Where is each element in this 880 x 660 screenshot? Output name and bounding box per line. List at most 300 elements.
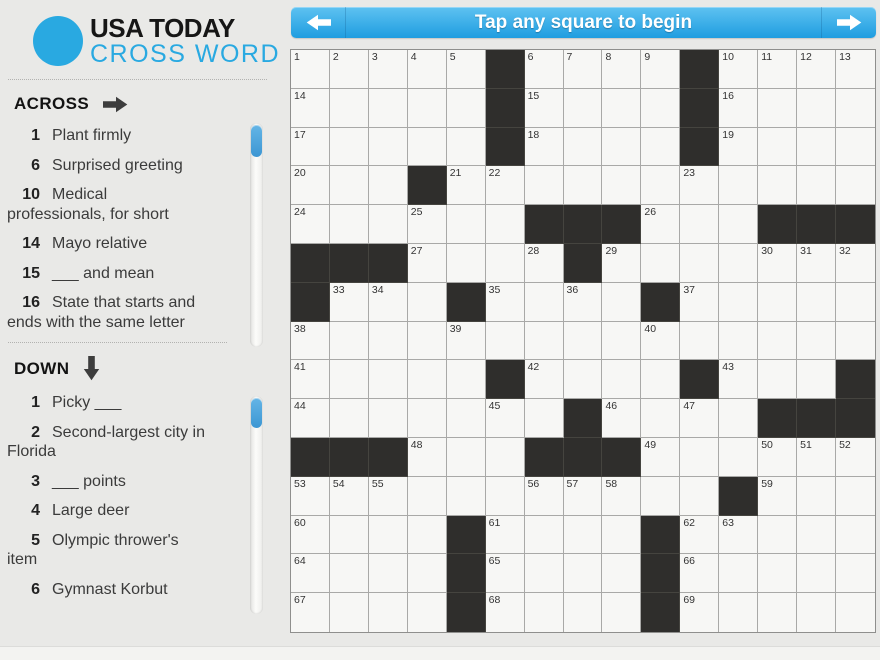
- logo-circle-icon: [33, 16, 83, 66]
- grid-cell[interactable]: [758, 283, 797, 322]
- grid-cell[interactable]: [797, 166, 836, 205]
- grid-cell[interactable]: [797, 89, 836, 128]
- grid-cell[interactable]: [719, 283, 758, 322]
- cell-number: 28: [527, 244, 540, 257]
- grid-cell-black: [719, 477, 758, 516]
- grid-cell[interactable]: [719, 516, 758, 555]
- grid-cell[interactable]: [564, 360, 603, 399]
- grid-cell[interactable]: [369, 283, 408, 322]
- grid-cell[interactable]: [369, 360, 408, 399]
- grid-cell-black: [564, 205, 603, 244]
- crossword-grid: [290, 49, 876, 633]
- cell-number: 13: [839, 51, 851, 63]
- cell-number: 62: [683, 516, 696, 529]
- grid-cell[interactable]: [758, 244, 797, 283]
- down-clue-4[interactable]: 4 Large deer: [7, 501, 209, 521]
- grid-cell[interactable]: [680, 477, 719, 516]
- across-clue-6[interactable]: 6 Surprised greeting: [7, 156, 209, 176]
- grid-cell[interactable]: [797, 283, 836, 322]
- grid-cell[interactable]: [641, 50, 680, 89]
- across-clue-10[interactable]: 10 Medical professionals, for short: [7, 186, 169, 223]
- cell-number: 2: [332, 51, 339, 63]
- grid-cell[interactable]: [836, 554, 875, 593]
- grid-cell[interactable]: [330, 166, 369, 205]
- cell-number: 30: [761, 244, 773, 257]
- cell-number: 14: [294, 89, 306, 102]
- grid-cell[interactable]: [291, 360, 330, 399]
- grid-cell[interactable]: [447, 205, 486, 244]
- grid-cell[interactable]: [486, 205, 525, 244]
- arrow-right-icon: [837, 14, 862, 31]
- down-clue-5[interactable]: 5 Olympic thrower's item: [7, 531, 179, 568]
- grid-cell[interactable]: [369, 50, 408, 89]
- grid-cell[interactable]: [719, 50, 758, 89]
- grid-cell[interactable]: [330, 322, 369, 361]
- grid-cell[interactable]: [525, 554, 564, 593]
- grid-cell[interactable]: [602, 593, 641, 632]
- grid-cell[interactable]: [447, 360, 486, 399]
- grid-cell[interactable]: [330, 89, 369, 128]
- grid-cell[interactable]: [447, 128, 486, 167]
- grid-cell[interactable]: [680, 244, 719, 283]
- grid-cell[interactable]: [758, 50, 797, 89]
- across-scrollbar[interactable]: [250, 123, 263, 347]
- grid-cell-black: [680, 50, 719, 89]
- next-button[interactable]: [822, 7, 876, 38]
- grid-cell[interactable]: [564, 593, 603, 632]
- grid-cell[interactable]: [680, 283, 719, 322]
- cell-number: 32: [839, 244, 851, 257]
- footer-strip: [0, 646, 880, 660]
- grid-cell-black: [680, 128, 719, 167]
- banner-message: Tap any square to begin: [345, 7, 822, 38]
- grid-cell[interactable]: [408, 205, 447, 244]
- grid-cell-black: [447, 593, 486, 632]
- cell-number: 31: [800, 244, 812, 257]
- prev-button[interactable]: [291, 7, 345, 38]
- grid-cell[interactable]: [680, 166, 719, 205]
- cell-number: 51: [800, 438, 812, 451]
- logo-text: [90, 15, 280, 67]
- grid-cell[interactable]: [447, 89, 486, 128]
- grid-cell[interactable]: [330, 593, 369, 632]
- grid-cell[interactable]: [836, 283, 875, 322]
- grid-cell[interactable]: [525, 244, 564, 283]
- grid-cell[interactable]: [525, 516, 564, 555]
- grid-cell[interactable]: [291, 554, 330, 593]
- grid-cell-black: [447, 516, 486, 555]
- grid-cell[interactable]: [486, 244, 525, 283]
- across-clue-list: [7, 126, 209, 332]
- grid-cell[interactable]: [291, 593, 330, 632]
- grid-cell[interactable]: [719, 438, 758, 477]
- grid-cell[interactable]: [486, 438, 525, 477]
- grid-cell[interactable]: [291, 205, 330, 244]
- grid-cell[interactable]: [602, 89, 641, 128]
- across-header: [14, 94, 245, 114]
- grid-cell[interactable]: [486, 166, 525, 205]
- grid-cell[interactable]: [447, 399, 486, 438]
- cell-number: 35: [488, 283, 501, 296]
- cell-number: 63: [722, 516, 734, 529]
- grid-cell[interactable]: [447, 166, 486, 205]
- cell-number: 41: [294, 361, 306, 374]
- clue-banner: [291, 7, 876, 38]
- grid-cell[interactable]: [836, 477, 875, 516]
- grid-cell[interactable]: [602, 477, 641, 516]
- cell-number: 19: [722, 128, 734, 141]
- grid-cell[interactable]: [525, 477, 564, 516]
- grid-cell[interactable]: [291, 399, 330, 438]
- clue-number: 1: [31, 394, 40, 411]
- grid-cell-black: [797, 205, 836, 244]
- grid-cell[interactable]: [564, 128, 603, 167]
- grid-cell[interactable]: [719, 205, 758, 244]
- grid-cell[interactable]: [369, 477, 408, 516]
- grid-cell-black: [486, 128, 525, 167]
- grid-cell[interactable]: [719, 128, 758, 167]
- grid-cell[interactable]: [564, 89, 603, 128]
- grid-cell[interactable]: [758, 516, 797, 555]
- cell-number: 54: [332, 477, 345, 490]
- grid-cell[interactable]: [680, 322, 719, 361]
- grid-cell[interactable]: [447, 477, 486, 516]
- grid-cell-black: [680, 89, 719, 128]
- grid-cell-black: [836, 360, 875, 399]
- grid-cell[interactable]: [408, 244, 447, 283]
- grid-cell[interactable]: [564, 516, 603, 555]
- grid-cell[interactable]: [564, 283, 603, 322]
- grid-cell[interactable]: [564, 166, 603, 205]
- grid-cell-black: [447, 554, 486, 593]
- grid-cell[interactable]: [758, 477, 797, 516]
- grid-cell[interactable]: [797, 244, 836, 283]
- grid-cell[interactable]: [836, 516, 875, 555]
- grid-cell-black: [564, 399, 603, 438]
- clue-number: 10: [22, 186, 40, 203]
- divider: [8, 342, 227, 343]
- grid-cell[interactable]: [369, 516, 408, 555]
- grid-cell[interactable]: [408, 477, 447, 516]
- grid-cell[interactable]: [291, 128, 330, 167]
- grid-cell[interactable]: [408, 399, 447, 438]
- grid-cell[interactable]: [564, 554, 603, 593]
- grid-cell[interactable]: [602, 554, 641, 593]
- across-clue-16[interactable]: 16 State that starts and ends with the same letter: [7, 294, 196, 331]
- cell-number: 27: [410, 244, 423, 257]
- grid-cell-black: [369, 438, 408, 477]
- grid-cell[interactable]: [330, 399, 369, 438]
- grid-cell[interactable]: [797, 128, 836, 167]
- grid-cell[interactable]: [797, 516, 836, 555]
- grid-cell[interactable]: [369, 205, 408, 244]
- grid-cell[interactable]: [408, 283, 447, 322]
- grid-cell[interactable]: [291, 477, 330, 516]
- cell-number: 42: [527, 361, 540, 374]
- grid-cell[interactable]: [291, 89, 330, 128]
- cell-number: 48: [410, 438, 423, 451]
- cell-number: 45: [488, 400, 501, 413]
- grid-cell-black: [564, 244, 603, 283]
- grid-cell[interactable]: [680, 399, 719, 438]
- grid-cell[interactable]: [525, 322, 564, 361]
- grid-cell-black: [369, 244, 408, 283]
- grid-cell[interactable]: [602, 50, 641, 89]
- grid-cell[interactable]: [525, 166, 564, 205]
- cell-number: 34: [371, 283, 384, 296]
- grid-cell[interactable]: [836, 438, 875, 477]
- across-clue-14[interactable]: 14 Mayo relative: [7, 234, 209, 254]
- grid-cell[interactable]: [836, 89, 875, 128]
- grid-cell[interactable]: [447, 244, 486, 283]
- grid-cell[interactable]: [758, 438, 797, 477]
- cell-number: 6: [527, 51, 534, 63]
- grid-cell[interactable]: [719, 593, 758, 632]
- down-scrollbar-thumb[interactable]: [251, 398, 262, 428]
- grid-cell[interactable]: [641, 322, 680, 361]
- grid-cell[interactable]: [525, 399, 564, 438]
- cell-number: 22: [488, 167, 501, 180]
- cell-number: 56: [527, 477, 540, 490]
- grid-cell[interactable]: [797, 477, 836, 516]
- grid-cell[interactable]: [525, 283, 564, 322]
- cell-number: 47: [683, 400, 696, 413]
- grid-cell[interactable]: [408, 516, 447, 555]
- grid-cell[interactable]: [330, 283, 369, 322]
- grid-cell-black: [447, 283, 486, 322]
- grid-cell[interactable]: [330, 128, 369, 167]
- grid-cell[interactable]: [408, 128, 447, 167]
- grid-cell[interactable]: [797, 593, 836, 632]
- grid-cell[interactable]: [369, 399, 408, 438]
- grid-cell[interactable]: [719, 89, 758, 128]
- grid-cell[interactable]: [836, 128, 875, 167]
- grid-cell-black: [330, 244, 369, 283]
- cell-number: 11: [761, 51, 773, 63]
- grid-cell[interactable]: [641, 205, 680, 244]
- clue-number: 5: [31, 531, 40, 549]
- grid-cell[interactable]: [719, 399, 758, 438]
- down-label: DOWN: [14, 358, 70, 378]
- grid-cell-black: [641, 593, 680, 632]
- grid-cell[interactable]: [564, 477, 603, 516]
- grid-cell[interactable]: [758, 593, 797, 632]
- grid-cell[interactable]: [525, 360, 564, 399]
- grid-cell-black: [758, 205, 797, 244]
- grid-cell[interactable]: [602, 128, 641, 167]
- grid-cell[interactable]: [719, 360, 758, 399]
- grid-cell[interactable]: [369, 89, 408, 128]
- clue-number: 2: [31, 423, 40, 441]
- grid-cell[interactable]: [758, 166, 797, 205]
- clue-number: 3: [31, 472, 40, 490]
- grid-cell[interactable]: [680, 205, 719, 244]
- grid-cell[interactable]: [641, 244, 680, 283]
- grid-cell[interactable]: [291, 322, 330, 361]
- grid-cell[interactable]: [525, 128, 564, 167]
- cell-number: 12: [800, 51, 812, 63]
- grid-cell[interactable]: [486, 477, 525, 516]
- grid-cell[interactable]: [641, 399, 680, 438]
- cell-number: 69: [683, 594, 696, 607]
- grid-cell[interactable]: [758, 554, 797, 593]
- grid-cell[interactable]: [486, 593, 525, 632]
- grid-cell[interactable]: [836, 166, 875, 205]
- grid-cell[interactable]: [836, 593, 875, 632]
- grid-cell[interactable]: [719, 244, 758, 283]
- cell-number: 17: [294, 128, 306, 141]
- grid-cell[interactable]: [369, 322, 408, 361]
- grid-cell[interactable]: [408, 89, 447, 128]
- cell-number: 50: [761, 438, 773, 451]
- clue-number: 15: [22, 264, 40, 282]
- grid-cell[interactable]: [291, 50, 330, 89]
- grid-cell[interactable]: [641, 438, 680, 477]
- grid-cell-black: [330, 438, 369, 477]
- grid-cell-black: [486, 360, 525, 399]
- grid-cell[interactable]: [291, 166, 330, 205]
- grid-cell[interactable]: [486, 322, 525, 361]
- cell-number: 55: [371, 477, 384, 490]
- grid-cell[interactable]: [408, 593, 447, 632]
- grid-cell[interactable]: [836, 50, 875, 89]
- grid-cell[interactable]: [408, 554, 447, 593]
- grid-cell[interactable]: [797, 360, 836, 399]
- cell-number: 29: [605, 244, 618, 257]
- cell-number: 53: [294, 477, 306, 490]
- grid-cell[interactable]: [330, 50, 369, 89]
- grid-cell[interactable]: [408, 360, 447, 399]
- grid-cell[interactable]: [797, 438, 836, 477]
- grid-cell[interactable]: [641, 166, 680, 205]
- grid-cell[interactable]: [602, 166, 641, 205]
- down-clue-1[interactable]: 1 Picky ___: [7, 393, 209, 413]
- grid-cell[interactable]: [680, 554, 719, 593]
- grid-cell[interactable]: [602, 360, 641, 399]
- grid-cell-black: [564, 438, 603, 477]
- clue-number: 4: [31, 502, 40, 519]
- grid-cell[interactable]: [680, 593, 719, 632]
- grid-cell-black: [758, 399, 797, 438]
- grid-cell[interactable]: [641, 477, 680, 516]
- grid-cell[interactable]: [330, 477, 369, 516]
- cell-number: 1: [294, 51, 300, 63]
- grid-cell[interactable]: [447, 438, 486, 477]
- grid-cell[interactable]: [602, 516, 641, 555]
- cell-number: 3: [371, 51, 378, 63]
- down-clue-3[interactable]: 3 ___ points: [7, 472, 209, 492]
- grid-cell[interactable]: [602, 283, 641, 322]
- grid-cell[interactable]: [758, 322, 797, 361]
- cell-number: 9: [644, 51, 651, 63]
- grid-cell[interactable]: [797, 322, 836, 361]
- grid-cell[interactable]: [719, 554, 758, 593]
- cell-number: 58: [605, 477, 618, 490]
- grid-cell[interactable]: [330, 205, 369, 244]
- grid-cell[interactable]: [369, 554, 408, 593]
- grid-cell[interactable]: [641, 128, 680, 167]
- grid-cell[interactable]: [797, 554, 836, 593]
- grid-cell[interactable]: [758, 360, 797, 399]
- grid-cell[interactable]: [369, 166, 408, 205]
- grid-cell[interactable]: [797, 50, 836, 89]
- grid-cell-black: [486, 50, 525, 89]
- across-clue-1[interactable]: 1 Plant firmly: [7, 126, 209, 146]
- grid-cell[interactable]: [719, 166, 758, 205]
- grid-cell[interactable]: [486, 283, 525, 322]
- grid-cell[interactable]: [758, 89, 797, 128]
- grid-cell-black: [291, 283, 330, 322]
- across-clue-15[interactable]: 15 ___ and mean: [7, 264, 209, 284]
- grid-cell[interactable]: [680, 516, 719, 555]
- cell-number: 57: [566, 477, 579, 490]
- grid-cell[interactable]: [564, 322, 603, 361]
- cell-number: 49: [644, 438, 657, 451]
- grid-cell[interactable]: [602, 322, 641, 361]
- grid-cell[interactable]: [330, 360, 369, 399]
- grid-cell[interactable]: [758, 128, 797, 167]
- grid-cell[interactable]: [408, 50, 447, 89]
- grid-cell[interactable]: [564, 50, 603, 89]
- cell-number: 67: [294, 594, 306, 607]
- grid-cell[interactable]: [525, 593, 564, 632]
- grid-cell[interactable]: [525, 50, 564, 89]
- grid-cell[interactable]: [641, 360, 680, 399]
- cell-number: 26: [644, 206, 657, 219]
- grid-cell-black: [680, 360, 719, 399]
- down-header: [14, 356, 245, 381]
- grid-cell[interactable]: [641, 89, 680, 128]
- cell-number: 59: [761, 477, 773, 490]
- down-clue-6[interactable]: 6 Gymnast Korbut: [7, 580, 209, 600]
- grid-cell[interactable]: [369, 128, 408, 167]
- grid-cell[interactable]: [291, 516, 330, 555]
- down-scrollbar[interactable]: [250, 396, 263, 614]
- grid-cell[interactable]: [602, 399, 641, 438]
- grid-cell[interactable]: [447, 50, 486, 89]
- grid-cell[interactable]: [602, 244, 641, 283]
- grid-cell[interactable]: [330, 554, 369, 593]
- grid-cell[interactable]: [836, 244, 875, 283]
- grid-cell[interactable]: [486, 516, 525, 555]
- down-clue-2[interactable]: 2 Second-largest city in Florida: [7, 423, 205, 460]
- grid-cell[interactable]: [330, 516, 369, 555]
- grid-cell[interactable]: [408, 438, 447, 477]
- arrow-right-icon: [103, 96, 128, 113]
- grid-cell[interactable]: [719, 322, 758, 361]
- grid-cell[interactable]: [486, 554, 525, 593]
- grid-cell[interactable]: [408, 322, 447, 361]
- clues-panel: [0, 0, 285, 660]
- grid-cell[interactable]: [525, 89, 564, 128]
- grid-cell[interactable]: [486, 399, 525, 438]
- logo: [33, 15, 280, 67]
- cell-number: 60: [294, 516, 306, 529]
- across-scrollbar-thumb[interactable]: [251, 125, 262, 157]
- grid-cell[interactable]: [680, 438, 719, 477]
- cell-number: 46: [605, 400, 618, 413]
- grid-cell[interactable]: [447, 322, 486, 361]
- grid-cell[interactable]: [369, 593, 408, 632]
- cell-number: 23: [683, 167, 696, 180]
- clue-number: 6: [31, 156, 40, 174]
- down-clue-list: [7, 393, 209, 599]
- cell-number: 16: [722, 89, 734, 102]
- divider: [8, 79, 267, 80]
- cell-number: 20: [294, 167, 306, 180]
- grid-cell[interactable]: [836, 322, 875, 361]
- logo-subtitle: CROSS WORD: [90, 40, 280, 68]
